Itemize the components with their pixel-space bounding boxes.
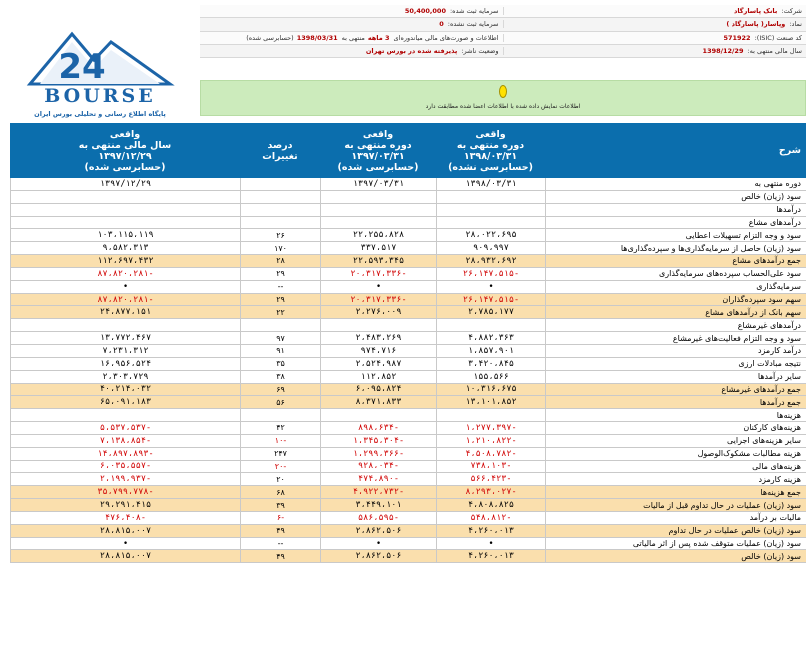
change-percent-value: ۴۹ (240, 550, 320, 562)
fiscal-year-value (10, 204, 240, 216)
row-description: جمع درآمدهای مشاع (545, 255, 806, 267)
table-row (10, 525, 806, 538)
current-period-value: ۴،۲۶۰،۰۱۳ (436, 550, 545, 562)
current-period-value: ۴،۸۸۲،۳۶۳ (436, 332, 545, 344)
bourse24-logo[interactable] (10, 28, 190, 122)
row-description: جمع هزینه‌ها (545, 486, 806, 498)
change-percent-value: ۴۹ (240, 525, 320, 537)
current-period-value: -۱،۲۷۷،۳۹۷ (436, 422, 545, 434)
previous-period-value (320, 191, 436, 203)
previous-period-value: -۸۹۸،۶۳۴ (320, 422, 436, 434)
symbol-value: وپاسار( پاسارگاد ) (726, 20, 786, 29)
info-row (200, 18, 806, 31)
table-row (10, 191, 806, 204)
table-row (10, 294, 806, 307)
header-current-period: واقعی دوره منتهی به ۱۳۹۸/۰۳/۳۱ (حسابرسی نشده) (448, 128, 533, 173)
table-row (10, 512, 806, 525)
capital-cell (200, 7, 503, 15)
statement-date: 1398/03/31 (296, 33, 338, 42)
previous-period-value: ۹۷۴،۷۱۶ (320, 345, 436, 357)
row-description: سایر درآمدها (545, 371, 806, 383)
company-label: شرکت: (781, 7, 802, 16)
fiscal-year-value: ۶۵،۰۹۱،۱۸۳ (10, 396, 240, 408)
symbol-label: نماد: (789, 20, 802, 29)
fy-label: سال مالی منتهی به: (747, 46, 802, 55)
row-description: درآمدها (545, 204, 806, 216)
fiscal-year-value (10, 409, 240, 421)
current-period-value: ۳،۴۲۰،۸۴۵ (436, 358, 545, 370)
current-period-value: ۴،۲۶۰،۰۱۳ (436, 525, 545, 537)
fiscal-year-value: ۲۴،۸۷۷،۱۵۱ (10, 306, 240, 318)
previous-period-value (320, 319, 436, 331)
row-description: سود (زیان) حاصل از سرمایه‌گذاری‌ها و سپرده‌گذاری‌ها (545, 242, 806, 254)
row-description: سهم بانک از درآمدهای مشاع (545, 306, 806, 318)
row-description: نتیجه مبادلات ارزی (545, 358, 806, 370)
change-percent-value: ۲۸ (240, 255, 320, 267)
isic-value: 571922 (723, 33, 751, 42)
table-row (10, 306, 806, 319)
current-period-value: -۲۶،۱۴۷،۵۱۵ (436, 294, 545, 306)
table-row (10, 550, 806, 563)
row-description: سود و وجه التزام تسهیلات اعطایی (545, 229, 806, 241)
logo-subtitle: پایگاه اطلاع رسانی و تحلیلی بورس ایران (34, 110, 166, 118)
change-percent-value: -۱۰ (240, 435, 320, 447)
table-row (10, 204, 806, 217)
row-description: درآمدهای مشاع (545, 217, 806, 229)
current-period-value: ۱۳،۱۰۱،۸۵۲ (436, 396, 545, 408)
change-percent-value: ۲۲ (240, 306, 320, 318)
current-period-value: ۲۸،۰۲۲،۶۹۵ (436, 229, 545, 241)
header-change-percent: درصد تغییرات (262, 139, 298, 162)
previous-period-value: ۶،۰۹۵،۸۲۴ (320, 384, 436, 396)
previous-period-value: -۲۰،۳۱۷،۳۳۶ (320, 294, 436, 306)
logo-number: 24 (58, 47, 106, 87)
previous-period-value: ۲،۸۶۲،۵۰۶ (320, 550, 436, 562)
row-description: هزینه‌های کارکنان (545, 422, 806, 434)
current-period-value: ۴،۸۰۸،۸۲۵ (436, 499, 545, 511)
table-row (10, 409, 806, 422)
table-row (10, 229, 806, 242)
current-period-value: ۱۵۵،۵۶۶ (436, 371, 545, 383)
current-period-value: -۵۶۶،۴۲۳ (436, 473, 545, 485)
fiscal-year-value: -۷،۱۳۸،۸۵۴ (10, 435, 240, 447)
change-percent-value: ۳۵ (240, 358, 320, 370)
row-description: هزینه‌ها (545, 409, 806, 421)
statement-suffix: (حسابرسی شده) (246, 33, 294, 42)
change-percent-value: ۲۶ (240, 229, 320, 241)
change-percent-value: ۲۴۷ (240, 448, 320, 460)
previous-period-value: -۵۸۶،۵۹۵ (320, 512, 436, 524)
row-description: جمع درآمدهای غیرمشاع (545, 384, 806, 396)
current-period-value: -۵۴۸،۸۱۲ (436, 512, 545, 524)
table-header (10, 123, 806, 178)
row-description: هزینه کارمزد (545, 473, 806, 485)
table-row (10, 217, 806, 230)
current-period-value: -۴،۵۰۸،۷۸۲ (436, 448, 545, 460)
table-row (10, 345, 806, 358)
previous-period-value: -۲۰،۳۱۷،۳۳۶ (320, 268, 436, 280)
capital-value: 50,400,000 (404, 7, 446, 16)
previous-period-value: ۳،۴۴۹،۱۰۱ (320, 499, 436, 511)
fiscal-year-value: ۹،۵۸۲،۳۱۳ (10, 242, 240, 254)
previous-period-value: • (320, 281, 436, 293)
fiscal-year-value: • (10, 281, 240, 293)
fiscal-year-value: -۵،۵۳۷،۵۳۷ (10, 422, 240, 434)
row-description: جمع درآمدها (545, 396, 806, 408)
row-description: مالیات بر درآمد (545, 512, 806, 524)
logo-word: BOURSE (44, 85, 156, 107)
table-row (10, 538, 806, 551)
current-period-value (436, 217, 545, 229)
fiscal-year-value: -۸۷،۸۲۰،۲۸۱ (10, 294, 240, 306)
row-description: سود (زیان) عملیات متوقف شده پس از اثر مالیاتی (545, 538, 806, 550)
table-body (10, 178, 806, 563)
previous-period-value: ۱۳۹۷/۰۳/۳۱ (320, 178, 436, 190)
fiscal-year-value: -۲،۱۹۹،۹۳۷ (10, 473, 240, 485)
fiscal-year-value: • (10, 538, 240, 550)
table-row (10, 422, 806, 435)
previous-period-value: ۲،۸۶۲،۵۰۶ (320, 525, 436, 537)
statement-prefix: اطلاعات و صورت‌های مالی میاندوره‌ای (393, 33, 499, 42)
status-value: پذیرفته شده در بورس تهران (365, 46, 458, 55)
table-row (10, 255, 806, 268)
row-description: سود و وجه التزام فعالیت‌های غیرمشاع (545, 332, 806, 344)
current-period-value: • (436, 281, 545, 293)
notice-text: اطلاعات نمایش داده شده با اطلاعات اعضا شده مطابقت دارد (425, 103, 581, 110)
status-cell (200, 47, 503, 55)
table-row (10, 486, 806, 499)
change-percent-value (240, 319, 320, 331)
current-period-value: -۱،۲۱۰،۸۲۲ (436, 435, 545, 447)
change-percent-value: ۴۲ (240, 422, 320, 434)
fiscal-year-value: ۱۶،۹۵۶،۵۲۴ (10, 358, 240, 370)
fiscal-year-value: ۲،۳۰۳،۷۲۹ (10, 371, 240, 383)
income-statement-table (10, 123, 806, 563)
row-description: سود (زیان) خالص (545, 191, 806, 203)
fiscal-year-value: -۶،۰۳۵،۵۵۷ (10, 461, 240, 473)
change-percent-value (240, 217, 320, 229)
change-percent-value (240, 191, 320, 203)
change-percent-value: ۲۹ (240, 294, 320, 306)
current-period-value (436, 204, 545, 216)
symbol-cell (503, 20, 807, 28)
current-period-value: ۹۰۹،۹۹۷ (436, 242, 545, 254)
current-period-value: • (436, 538, 545, 550)
fiscal-year-value (10, 191, 240, 203)
row-description: سود (زیان) خالص (545, 550, 806, 562)
table-row (10, 473, 806, 486)
change-percent-value: ۳۸ (240, 371, 320, 383)
change-percent-value: ۲۹ (240, 268, 320, 280)
row-description: دوره منتهی به (545, 178, 806, 190)
company-info-panel (200, 5, 806, 58)
isic-label: کد صنعت (ISIC): (754, 33, 802, 42)
previous-period-value: ۱۱۲،۸۵۲ (320, 371, 436, 383)
previous-period-value: ۲،۵۲۴،۹۸۷ (320, 358, 436, 370)
header-description: شرح (778, 145, 801, 156)
fiscal-year-value: -۸۷،۸۲۰،۲۸۱ (10, 268, 240, 280)
previous-period-value: ۳۳۷،۵۱۷ (320, 242, 436, 254)
change-percent-value (240, 204, 320, 216)
table-row (10, 319, 806, 332)
info-dot-icon (499, 85, 507, 98)
table-row (10, 384, 806, 397)
current-period-value: ۲۸،۹۳۲،۶۹۲ (436, 255, 545, 267)
previous-period-value: ۲۲،۲۵۵،۸۲۸ (320, 229, 436, 241)
unregistered-label: سرمایه ثبت نشده: (447, 20, 499, 29)
current-period-value (436, 319, 545, 331)
previous-period-value: -۴،۹۲۲،۷۳۲ (320, 486, 436, 498)
statement-mid: منتهی به (341, 33, 365, 42)
current-period-value: -۲۶،۱۴۷،۵۱۵ (436, 268, 545, 280)
unregistered-cell (200, 20, 503, 28)
change-percent-value: ۶۹ (240, 384, 320, 396)
row-description: سود (زیان) خالص عملیات در حال تداوم (545, 525, 806, 537)
fiscal-year-value: ۱۳،۷۷۲،۴۶۷ (10, 332, 240, 344)
previous-period-value: ۲،۴۸۳،۲۶۹ (320, 332, 436, 344)
previous-period-value: ۲،۲۷۶،۰۰۹ (320, 306, 436, 318)
current-period-value: ۲،۷۸۵،۱۷۷ (436, 306, 545, 318)
change-percent-value: ۳۹ (240, 499, 320, 511)
row-description: سهم سود سپرده‌گذاران (545, 294, 806, 306)
fiscal-year-value: ۲۹،۲۹۱،۴۱۵ (10, 499, 240, 511)
row-description: سایر هزینه‌های اجرایی (545, 435, 806, 447)
row-description: درآمد کارمزد (545, 345, 806, 357)
change-percent-value: -۶ (240, 512, 320, 524)
row-description: درآمدهای غیرمشاع (545, 319, 806, 331)
table-row (10, 461, 806, 474)
row-description: سرمایه‌گذاری (545, 281, 806, 293)
status-label: وضعیت ناشر: (461, 46, 499, 55)
fiscal-year-value: ۱۳۹۷/۱۲/۲۹ (10, 178, 240, 190)
change-percent-value: ۵۶ (240, 396, 320, 408)
change-percent-value: -۲۰ (240, 461, 320, 473)
statement-period: 3 ماهه (367, 33, 390, 42)
fiscal-year-value: -۳۵،۷۹۹،۷۷۸ (10, 486, 240, 498)
previous-period-value: • (320, 538, 436, 550)
fy-cell (503, 47, 807, 55)
change-percent-value: ۲۰ (240, 473, 320, 485)
change-percent-value (240, 409, 320, 421)
previous-period-value (320, 409, 436, 421)
capital-label: سرمایه ثبت شده: (449, 7, 499, 16)
change-percent-value: -- (240, 281, 320, 293)
current-period-value: ۱۳۹۸/۰۳/۳۱ (436, 178, 545, 190)
row-description: هزینه مطالبات مشکوک‌الوصول (545, 448, 806, 460)
previous-period-value: -۱،۳۴۵،۳۰۴ (320, 435, 436, 447)
isic-cell (503, 34, 807, 42)
table-row (10, 371, 806, 384)
previous-period-value: -۱،۲۹۹،۳۶۶ (320, 448, 436, 460)
fiscal-year-value: ۱۱۲،۶۹۷،۴۳۲ (10, 255, 240, 267)
table-row (10, 435, 806, 448)
change-percent-value: ۱۷۰ (240, 242, 320, 254)
previous-period-value (320, 204, 436, 216)
current-period-value (436, 409, 545, 421)
change-percent-value: ۶۸ (240, 486, 320, 498)
company-cell (503, 7, 807, 15)
row-description: هزینه‌های مالی (545, 461, 806, 473)
fiscal-year-value (10, 319, 240, 331)
statement-cell (200, 34, 503, 42)
fiscal-year-value: ۲۸،۸۱۵،۰۰۷ (10, 525, 240, 537)
table-row (10, 358, 806, 371)
change-percent-value: ۹۱ (240, 345, 320, 357)
fiscal-year-value: ۴۰،۲۱۴،۰۳۲ (10, 384, 240, 396)
previous-period-value (320, 217, 436, 229)
change-percent-value: -- (240, 538, 320, 550)
table-row (10, 242, 806, 255)
current-period-value: ۱۰،۳۱۶،۶۷۵ (436, 384, 545, 396)
header-fiscal-year: واقعی سال مالی منتهی به ۱۳۹۷/۱۲/۲۹ (حسابرسی شده) (78, 128, 172, 173)
info-row (200, 32, 806, 45)
previous-period-value: -۹۲۸،۰۳۴ (320, 461, 436, 473)
table-row (10, 448, 806, 461)
previous-period-value: -۴۷۴،۸۹۰ (320, 473, 436, 485)
current-period-value: ۱،۸۵۷،۹۰۱ (436, 345, 545, 357)
previous-period-value: ۲۲،۵۹۳،۳۴۵ (320, 255, 436, 267)
fiscal-year-value: -۱۴،۸۹۷،۸۹۳ (10, 448, 240, 460)
fiscal-year-value: ۲۸،۸۱۵،۰۰۷ (10, 550, 240, 562)
verification-notice (200, 80, 806, 116)
table-row (10, 332, 806, 345)
unregistered-value: 0 (439, 20, 444, 29)
table-row (10, 281, 806, 294)
fiscal-year-value (10, 217, 240, 229)
row-description: سود علی‌الحساب سپرده‌های سرمایه‌گذاری (545, 268, 806, 280)
table-row (10, 499, 806, 512)
table-row (10, 178, 806, 191)
fy-value: 1398/12/29 (702, 46, 744, 55)
fiscal-year-value: -۴۷۶،۴۰۸ (10, 512, 240, 524)
fiscal-year-value: ۱۰۳،۱۱۵،۱۱۹ (10, 229, 240, 241)
change-percent-value (240, 178, 320, 190)
current-period-value: -۸،۲۹۳،۰۲۷ (436, 486, 545, 498)
logo-graphic (10, 28, 190, 122)
current-period-value: -۷۳۸،۱۰۳ (436, 461, 545, 473)
table-row (10, 396, 806, 409)
info-row (200, 5, 806, 18)
change-percent-value: ۹۷ (240, 332, 320, 344)
fiscal-year-value: ۷،۲۳۱،۳۱۲ (10, 345, 240, 357)
header-previous-period: واقعی دوره منتهی به ۱۳۹۷/۰۳/۳۱ (حسابرسی شده) (337, 128, 419, 173)
row-description: سود (زیان) عملیات در حال تداوم قبل از مالیات (545, 499, 806, 511)
info-row (200, 45, 806, 58)
current-period-value (436, 191, 545, 203)
table-row (10, 268, 806, 281)
previous-period-value: ۸،۳۷۱،۸۳۳ (320, 396, 436, 408)
company-value: بانک پاسارگاد (734, 7, 778, 16)
